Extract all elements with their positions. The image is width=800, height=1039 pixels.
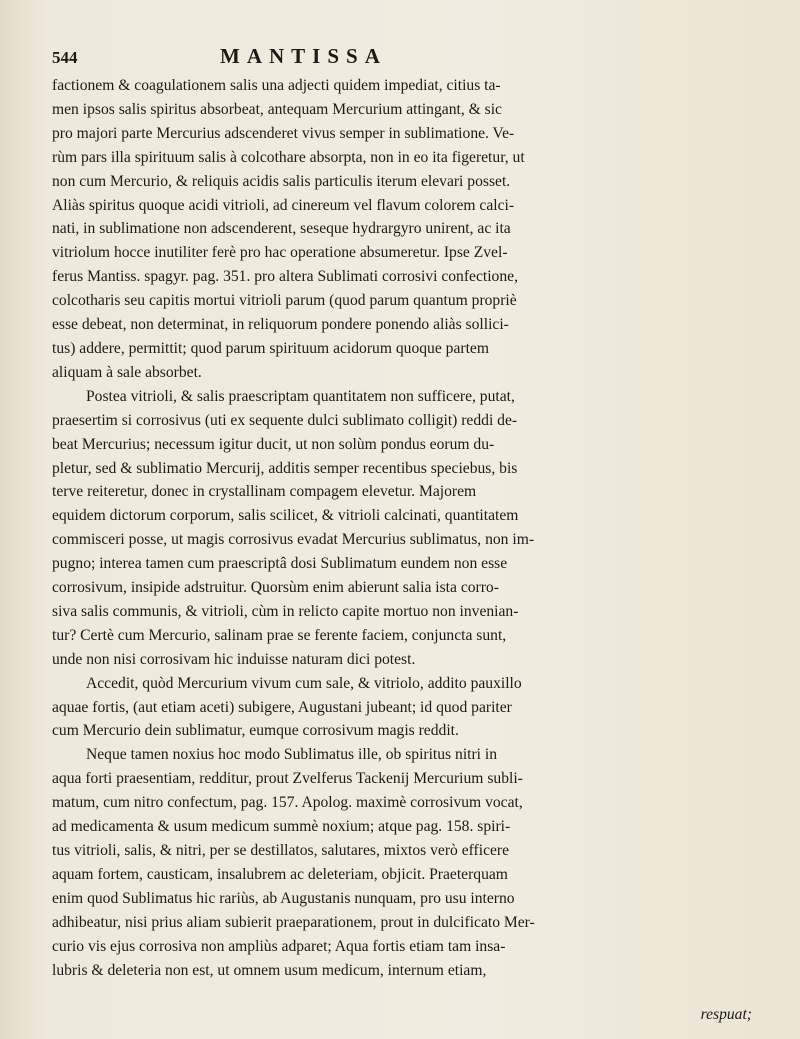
text-line: adhibeatur, nisi prius aliam subierit praeparationem, prout in dulcificato Mer- xyxy=(52,913,535,931)
text-line: pletur, sed & sublimatio Mercurij, additis semper recentibus speciebus, bis xyxy=(52,459,518,477)
text-line: equidem dictorum corporum, salis scilicet, & vitrioli calcinati, quantitatem xyxy=(52,507,519,525)
text-line: unde non nisi corrosivam hic induisse naturam dici potest. xyxy=(52,650,416,668)
text-line: praesertim si corrosivus (uti ex sequente dulci sublimato colligit) reddi de- xyxy=(52,411,518,429)
text-line: tur? Certè cum Mercurio, salinam prae se ferente faciem, conjuncta sunt, xyxy=(52,626,507,644)
text-line: non cum Mercurio, & reliquis acidis salis particulis iterum elevari posset. xyxy=(52,172,511,190)
text-line: terve reiteretur, donec in crystallinam compagem elevetur. Majorem xyxy=(52,483,477,501)
text-line: tus) addere, permittit; quod parum spirituum acidorum quoque partem xyxy=(52,339,489,357)
text-line: factionem & coagulationem salis una adjecti quidem impediat, citius ta- xyxy=(52,77,501,94)
text-line: aliquam à sale absorbet. xyxy=(52,363,202,381)
text-line: pugno; interea tamen cum praescriptâ dosi Sublimatum eundem non esse xyxy=(52,555,508,573)
text-line: enim quod Sublimatus hic rariùs, ab Augustanis nunquam, pro usu interno xyxy=(52,889,515,907)
paragraph xyxy=(52,74,758,385)
text-line: curio vis ejus corrosiva non ampliùs adparet; Aqua fortis etiam tam insa- xyxy=(52,937,506,955)
paragraph xyxy=(52,672,758,744)
text-line: aquam fortem, causticam, insalubrem ac deleteriam, objicit. Praeterquam xyxy=(52,865,508,883)
text-line: cum Mercurio dein sublimatur, eumque corrosivum magis reddit. xyxy=(52,722,459,740)
text-line: rùm pars illa spirituum salis à colcothare absorpta, non in eo ita figeretur, ut xyxy=(52,148,525,166)
text-line: Accedit, quòd Mercurium vivum cum sale, & vitriolo, addito pauxillo xyxy=(86,674,522,692)
text-line: corrosivum, insipide adstruitur. Quorsùm enim abierunt salia ista corro- xyxy=(52,579,499,597)
text-line: beat Mercurius; necessum igitur ducit, ut non solùm pondus eorum du- xyxy=(52,435,495,453)
text-line: commisceri posse, ut magis corrosivus evadat Mercurius sublimatus, non im- xyxy=(52,531,535,549)
running-head: MANTISSA xyxy=(220,44,387,68)
text-line: esse debeat, non determinat, in reliquorum pondere ponendo aliàs sollici- xyxy=(52,316,509,334)
text-line: vitriolum hocce inutiliter ferè pro hac operatione absumeretur. Ipse Zvel- xyxy=(52,244,508,262)
text-line: siva salis communis, & vitrioli, cùm in relicto capite mortuo non invenian- xyxy=(52,602,519,620)
text-line: ad medicamenta & usum medicum summè noxium; atque pag. 158. spiri- xyxy=(52,818,511,836)
text-line: nati, in sublimatione non adscenderent, seseque hydrargyro unirent, ac ita xyxy=(52,220,511,238)
text-line: aquae fortis, (aut etiam aceti) subigere, Augustani jubeant; id quod pariter xyxy=(52,698,512,716)
text-line: aqua forti praesentiam, redditur, prout Zvelferus Tackenij Mercurium subli- xyxy=(52,770,523,788)
text-line: Aliàs spiritus quoque acidi vitrioli, ad cinereum vel flavum colorem calci- xyxy=(52,196,515,214)
text-line: Neque tamen noxius hoc modo Sublimatus ille, ob spiritus nitri in xyxy=(86,746,498,764)
text-line: colcotharis seu capitis mortui vitrioli parum (quod parum quantum propriè xyxy=(52,292,517,310)
paragraph xyxy=(52,385,758,672)
page-header xyxy=(52,44,758,68)
paragraph xyxy=(52,743,758,982)
catchword: respuat; xyxy=(700,1006,752,1023)
text-line: lubris & deleteria non est, ut omnem usum medicum, internum etiam, xyxy=(52,961,487,979)
text-line: matum, cum nitro confectum, pag. 157. Apolog. maximè corrosivum vocat, xyxy=(52,794,523,812)
text-line: men ipsos salis spiritus absorbeat, antequam Mercurium attingant, & sic xyxy=(52,100,502,118)
page-number: 544 xyxy=(52,48,78,67)
text-line: Postea vitrioli, & salis praescriptam quantitatem non sufficere, putat, xyxy=(86,387,515,405)
text-line: ferus Mantiss. spagyr. pag. 351. pro altera Sublimati corrosivi confectione, xyxy=(52,268,518,286)
body-text xyxy=(52,74,758,982)
text-line: tus vitrioli, salis, & nitri, per se destillatos, salutares, mixtos verò efficere xyxy=(52,842,510,859)
text-line: pro majori parte Mercurius adscenderet vivus semper in sublimatione. Ve- xyxy=(52,124,515,142)
